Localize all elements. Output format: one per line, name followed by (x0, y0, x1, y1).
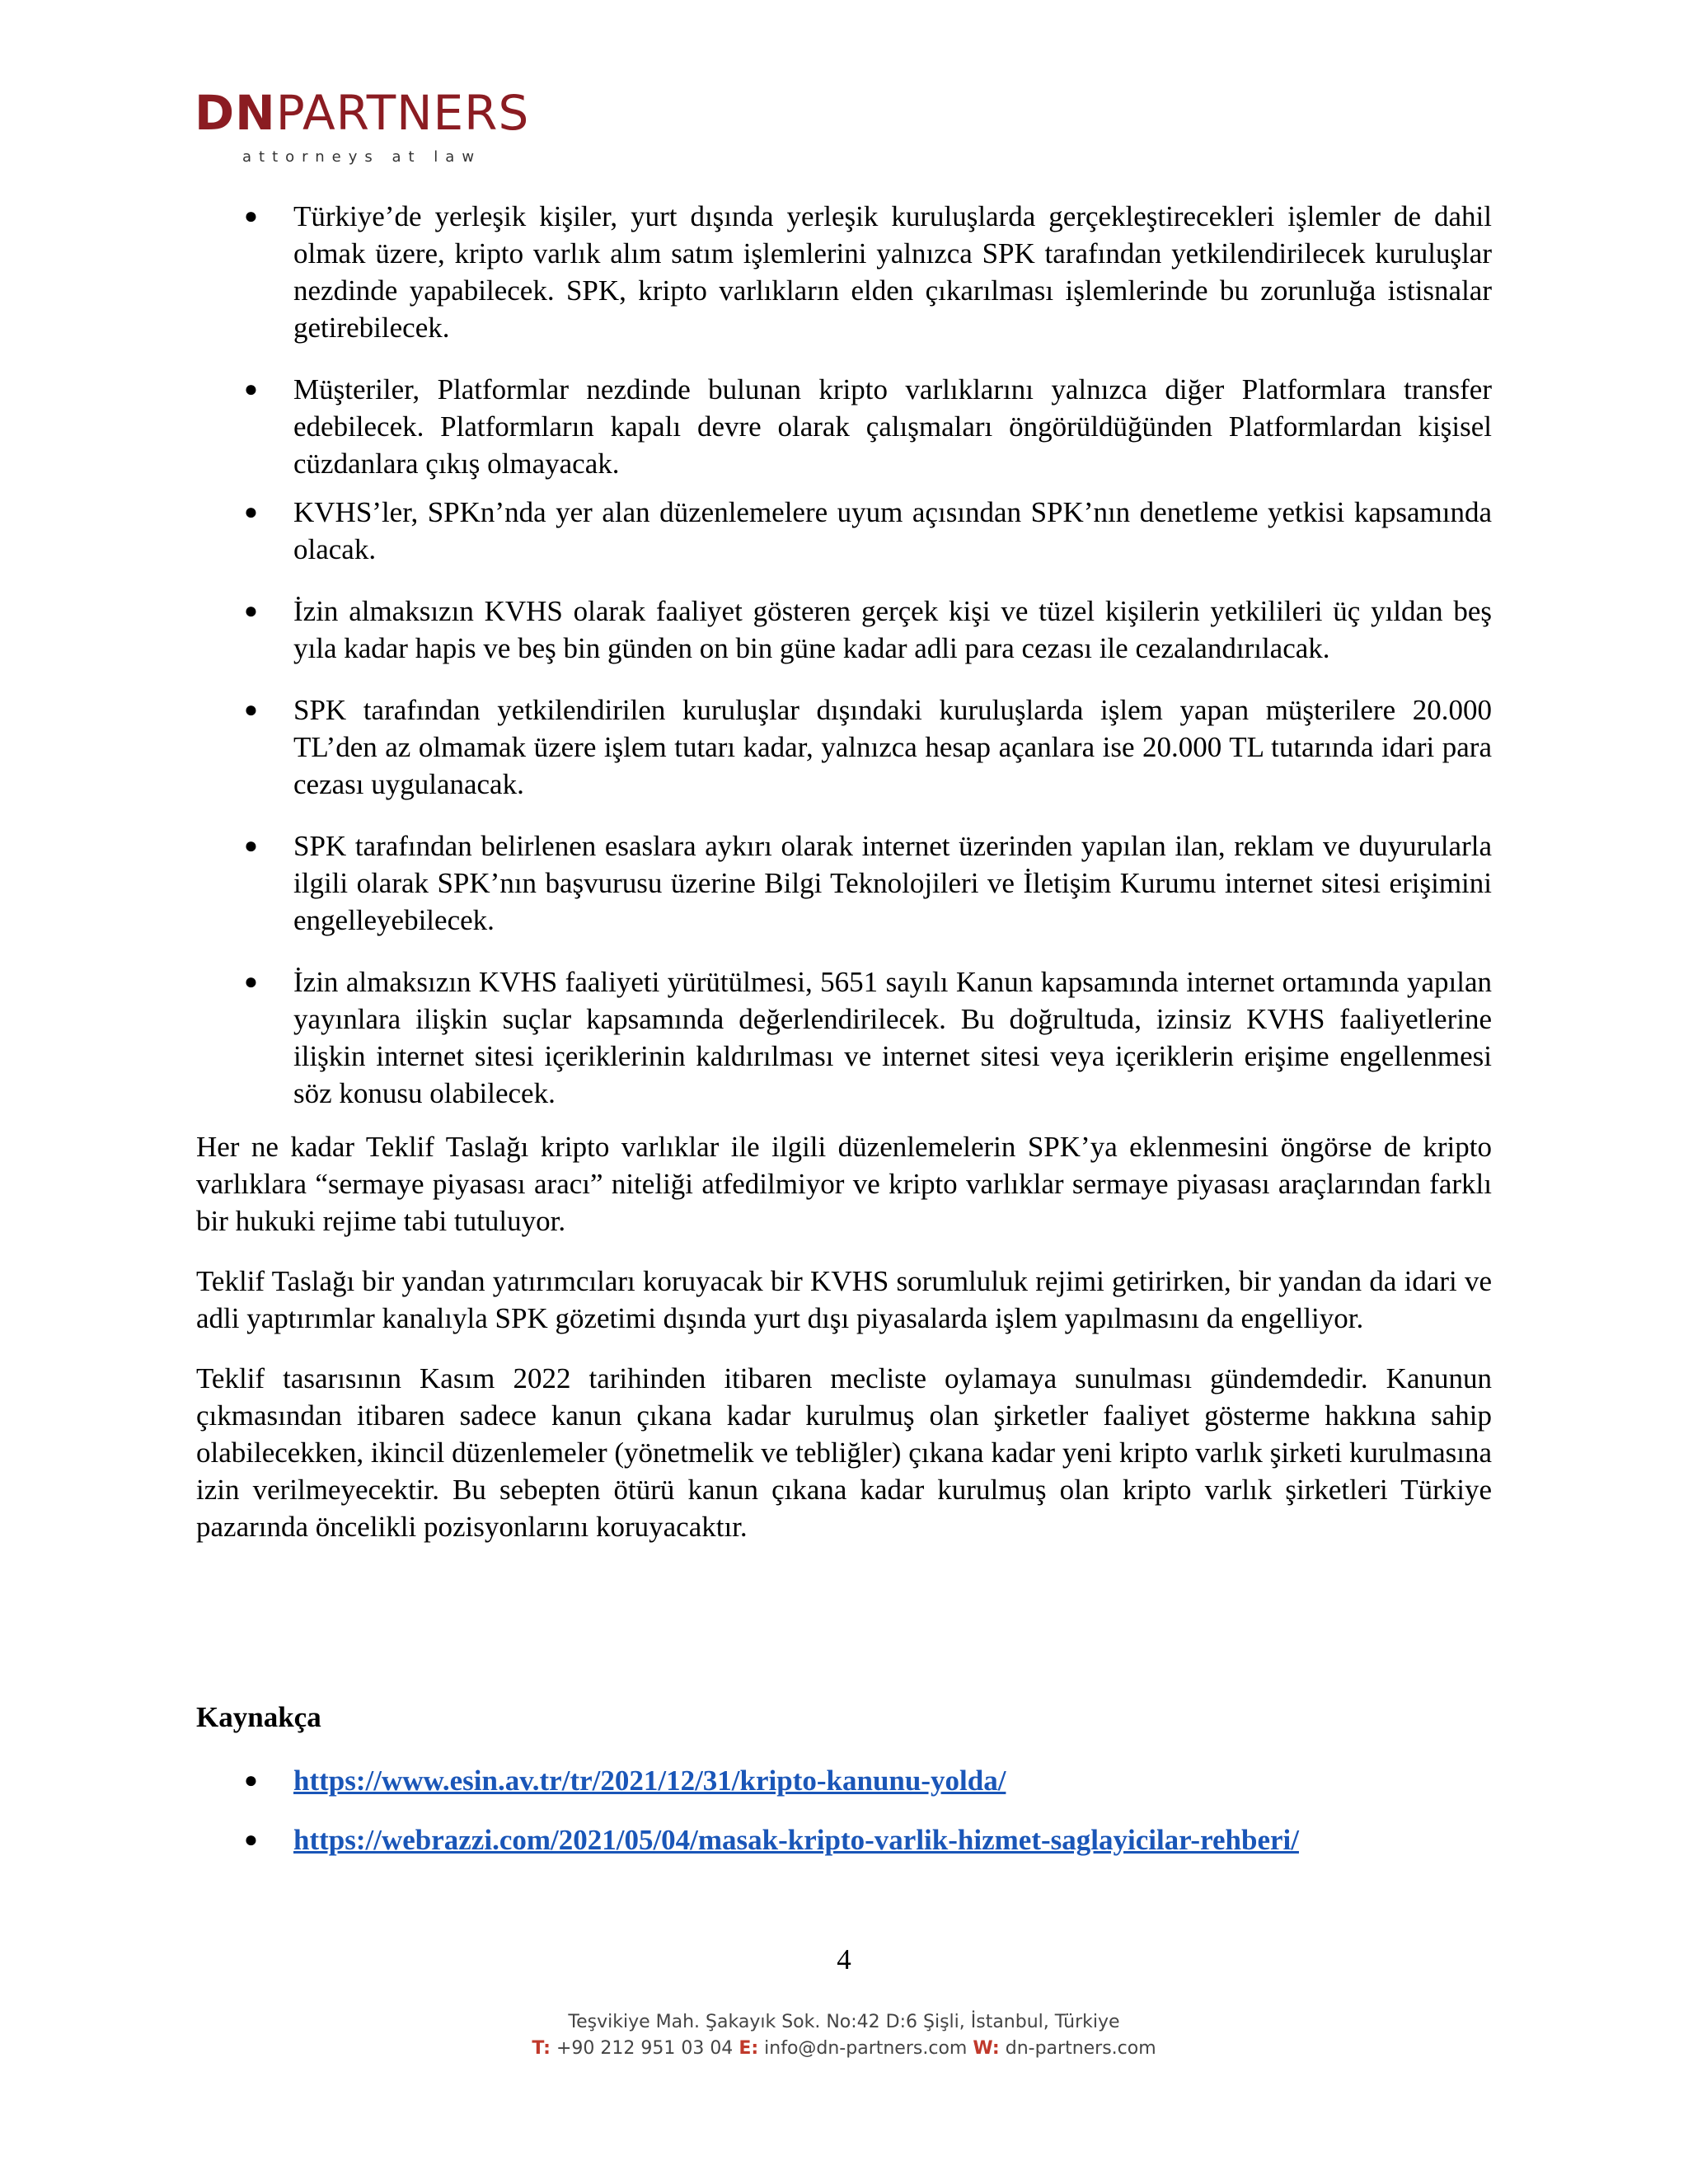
logo-bold-text: DN (195, 85, 276, 141)
page-footer (0, 2009, 1688, 2062)
list-item-text: SPK tarafından yetkilendirilen kuruluşlar dışındaki kuruluşlarda işlem yapan müşterilere 20.000 TL’den az olmamak üzere işlem tutarı kadar, yalnızca hesap açanlara ise 20.000 TL tutarında idari para cezası uygulanacak. (293, 694, 1492, 800)
list-item (196, 691, 1492, 803)
bullet-icon: ● (244, 598, 258, 624)
logo-wordmark (195, 85, 530, 141)
logo-light-text: PARTNERS (275, 85, 530, 141)
bullet-icon: ● (244, 833, 258, 859)
bullet-icon: ● (244, 1827, 258, 1853)
company-logo (195, 85, 530, 166)
bullet-icon: ● (244, 377, 258, 402)
list-item (196, 593, 1492, 667)
document-body (196, 198, 1492, 1545)
footer-contact (0, 2036, 1688, 2062)
list-item (196, 827, 1492, 939)
list-item-text: İzin almaksızın KVHS olarak faaliyet gösteren gerçek kişi ve tüzel kişilerin yetkilileri üç yıldan beş yıla kadar hapis ve beş bin günden on bin güne kadar adli para cezası ile cezalandırılacak. (293, 595, 1492, 664)
footer-address: Teşvikiye Mah. Şakayık Sok. No:42 D:6 Şişli, İstanbul, Türkiye (568, 2012, 1120, 2032)
bullet-icon: ● (244, 499, 258, 525)
list-item-text: Türkiye’de yerleşik kişiler, yurt dışında yerleşik kuruluşlarda gerçekleştirecekleri işlemler de dahil olmak üzere, kripto varlık alım satım işlemlerini yalnızca SPK tarafından yetkilendirilecek kuruluşlar nezdinde yapabilecek. SPK, kripto varlıkların elden çıkarılması işlemlerinde bu zorunluğa istisnalar getirebilecek. (293, 200, 1492, 344)
phone-label: T: (532, 2038, 551, 2059)
bullet-icon: ● (244, 204, 258, 229)
web-label: W: (973, 2038, 1000, 2059)
list-item-text: Müşteriler, Platformlar nezdinde bulunan kripto varlıklarını yalnızca diğer Platformlara transfer edebilecek. Platformların kapalı devre olarak çalışmaları öngörüldüğünden Platformlardan kişisel cüzdanlara çıkış olmayacak. (293, 373, 1492, 480)
bullet-list (196, 198, 1492, 1112)
footer-web: dn-partners.com (1005, 2038, 1156, 2059)
reference-item (196, 1762, 1492, 1799)
footer-phone: +90 212 951 03 04 (556, 2038, 734, 2059)
logo-tagline: attorneys at law (242, 148, 482, 166)
reference-item (196, 1821, 1492, 1858)
list-item-text: SPK tarafından belirlenen esaslara aykırı olarak internet üzerinden yapılan ilan, reklam ve duyurularla ilgili olarak SPK’nın başvurusu üzerine Bilgi Teknolojileri ve İletişim Kurumu internet sitesi erişimini engelleyebilecek. (293, 830, 1492, 936)
email-label: E: (738, 2038, 759, 2059)
list-item (196, 963, 1492, 1112)
reference-link[interactable]: https://webrazzi.com/2021/05/04/masak-kripto-varlik-hizmet-saglayicilar-rehberi/ (293, 1824, 1299, 1856)
bullet-icon: ● (244, 969, 258, 995)
references-heading: Kaynakça (196, 1701, 321, 1733)
bullet-icon: ● (244, 1768, 258, 1793)
list-item-text: KVHS’ler, SPKn’nda yer alan düzenlemelere uyum açısından SPK’nın denetleme yetkisi kapsamında olacak. (293, 496, 1492, 565)
body-paragraph: Teklif Taslağı bir yandan yatırımcıları koruyacak bir KVHS sorumluluk rejimi getirirken, bir yandan da idari ve adli yaptırımlar kanalıyla SPK gözetimi dışında yurt dışı piyasalarda işlem yapılmasını da engelliyor. (196, 1265, 1492, 1334)
page-number: 4 (837, 1943, 851, 1975)
bullet-icon: ● (244, 697, 258, 723)
list-item (196, 494, 1492, 568)
references-list (196, 1762, 1492, 1881)
list-item-text: İzin almaksızın KVHS faaliyeti yürütülmesi, 5651 sayılı Kanun kapsamında internet ortamında yapılan yayınlara ilişkin suçlar kapsamında değerlendirilecek. Bu doğrultuda, izinsiz KVHS faaliyetlerine ilişkin internet sitesi içeriklerinin kaldırılması ve internet sitesi veya içeriklerin erişime engellenmesi söz konusu olabilecek. (293, 966, 1492, 1109)
list-item (196, 371, 1492, 482)
reference-link[interactable]: https://www.esin.av.tr/tr/2021/12/31/kripto-kanunu-yolda/ (293, 1765, 1006, 1797)
footer-email: info@dn-partners.com (764, 2038, 968, 2059)
body-paragraph: Teklif tasarısının Kasım 2022 tarihinden itibaren mecliste oylamaya sunulması gündemdedir. Kanunun çıkmasından itibaren sadece kanun çıkana kadar kurulmuş olan şirketler faaliyet gösterme hakkına sahip olabilecekken, ikincil düzenlemeler (yönetmelik ve tebliğler) çıkana kadar yeni kripto varlık şirketi kurulmasına izin verilmeyecektir. Bu sebepten ötürü kanun çıkana kadar kurulmuş olan kripto varlık şirketleri Türkiye pazarında öncelikli pozisyonlarını koruyacaktır. (196, 1362, 1492, 1543)
list-item (196, 198, 1492, 346)
body-paragraph: Her ne kadar Teklif Taslağı kripto varlıklar ile ilgili düzenlemelerin SPK’ya eklenmesini öngörse de kripto varlıklara “sermaye piyasası aracı” niteliği atfedilmiyor ve kripto varlıklar sermaye piyasası araçlarından farklı bir hukuki rejime tabi tutuluyor. (196, 1131, 1492, 1237)
